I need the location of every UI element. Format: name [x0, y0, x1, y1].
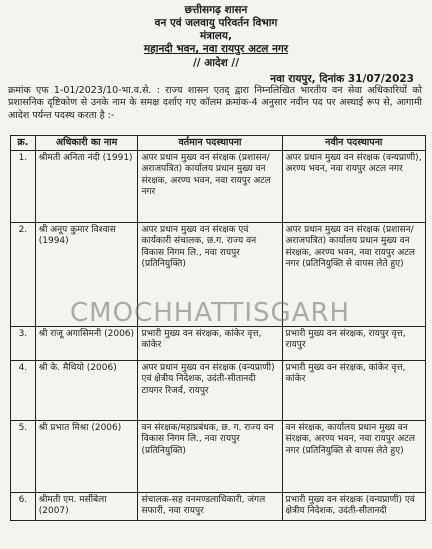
order-title: // आदेश // [192, 57, 240, 69]
order-date: नवा रायपुर, दिनांक 31/07/2023 [270, 73, 414, 85]
row-serial: 5. [11, 420, 36, 492]
watermark: CMOCHHATTISGARH [70, 298, 351, 328]
govt-name: छत्तीसगढ़ शासन [184, 4, 248, 16]
table-row [11, 326, 426, 360]
col-officer-name: अधिकारी का नाम [35, 136, 138, 151]
row-officer-name: श्रीमती एम. मर्सीबेला (2007) [35, 492, 138, 520]
table-row [11, 420, 426, 492]
col-serial: क्र. [11, 136, 36, 151]
table-row [11, 492, 426, 520]
row-officer-name: श्री अनूप कुमार विश्वास (1994) [35, 222, 138, 326]
row-current-posting: संचालक-सह वनमण्डलाधिकारी, जंगल सफारी, नवा रायपुर [138, 492, 282, 520]
row-serial: 2. [11, 222, 36, 326]
row-officer-name: श्री प्रभात मिश्रा (2006) [35, 420, 138, 492]
row-new-posting: प्रभारी मुख्य वन संरक्षक (वन्यप्राणी) एवं क्षेत्रीय निदेशक, उदंती-सीतानदी [282, 492, 425, 520]
row-new-posting: अपर प्रधान मुख्य वन संरक्षक (वन्यप्राणी), अरण्य भवन, नवा रायपुर अटल नगर [282, 150, 425, 222]
order-paragraph: क्रमांक एफ 1-01/2023/10-भा.व.से. : राज्य शासन एतद् द्वारा निम्नलिखित भारतीय वन सेवा अधिकारियों को प्रशासनिक दृष्टिकोण से उनके नाम के समक्ष दर्शाए गए कॉलम क्रमांक-4 अनुसार नवीन पद पर अस्थाई रूप से, आगामी आदेश पर्यन्त पदस्थ करता है :- [8, 85, 422, 121]
table-row [11, 222, 426, 326]
department-name: वन एवं जलवायु परिवर्तन विभाग [154, 17, 278, 29]
row-officer-name: श्रीमती अनिता नंदी (1991) [35, 150, 138, 222]
row-new-posting: वन संरक्षक, कार्यालय प्रधान मुख्य वन संरक्षक, अरण्य भवन, नवा रायपुर अटल नगर (प्रतिनियुक्ति से वापस लेते हुए) [282, 420, 425, 492]
row-current-posting: अपर प्रधान मुख्य वन संरक्षक एवं कार्यकारी संचालक, छ.ग. राज्य वन विकास निगम लि., नवा रायपुर (प्रतिनियुक्ति) [138, 222, 282, 326]
row-serial: 3. [11, 326, 36, 360]
row-current-posting: वन संरक्षक/महाप्रबंधक, छ. ग. राज्य वन विकास निगम लि., नवा रायपुर (प्रतिनियुक्ति) [138, 420, 282, 492]
table-row [11, 360, 426, 420]
row-officer-name: श्री राजू अगासिमनी (2006) [35, 326, 138, 360]
row-current-posting: प्रभारी मुख्य वन संरक्षक, कांकेर वृत्त, कांकेर [138, 326, 282, 360]
row-current-posting: अपर प्रधान मुख्य वन संरक्षक (वन्यप्राणी) एवं क्षेत्रीय निदेशक, उदंती-सीतानदी टायगर रिजर्व, रायपुर [138, 360, 282, 420]
row-serial: 6. [11, 492, 36, 520]
row-officer-name: श्री के. मैथियो (2006) [35, 360, 138, 420]
office-address: महानदी भवन, नवा रायपुर अटल नगर [143, 43, 289, 55]
col-current-posting: वर्तमान पदस्थापना [138, 136, 282, 151]
table-header-row [11, 136, 426, 151]
ministry-label: मंत्रालय, [200, 30, 232, 42]
row-serial: 1. [11, 150, 36, 222]
row-new-posting: अपर प्रधान मुख्य वन संरक्षक (प्रशासन/ अराजपत्रित) कार्यालय प्रधान मुख्य वन संरक्षक, अरण्य भवन, नवा रायपुर अटल नगर (प्रतिनियुक्ति से वापस लेते हुए) [282, 222, 425, 326]
row-serial: 4. [11, 360, 36, 420]
row-new-posting: प्रभारी मुख्य वन संरक्षक, कांकेर वृत्त, कांकेर [282, 360, 425, 420]
col-new-posting: नवीन पदस्थापना [282, 136, 425, 151]
row-new-posting: प्रभारी मुख्य वन संरक्षक, रायपुर वृत्त, रायपुर [282, 326, 425, 360]
row-current-posting: अपर प्रधान मुख्य वन संरक्षक (प्रशासन/ अराजपत्रित) कार्यालय प्रधान मुख्य वन संरक्षक, अरण्य भवन, नवा रायपुर अटल नगर [138, 150, 282, 222]
table-row [11, 150, 426, 222]
posting-table [10, 135, 426, 521]
